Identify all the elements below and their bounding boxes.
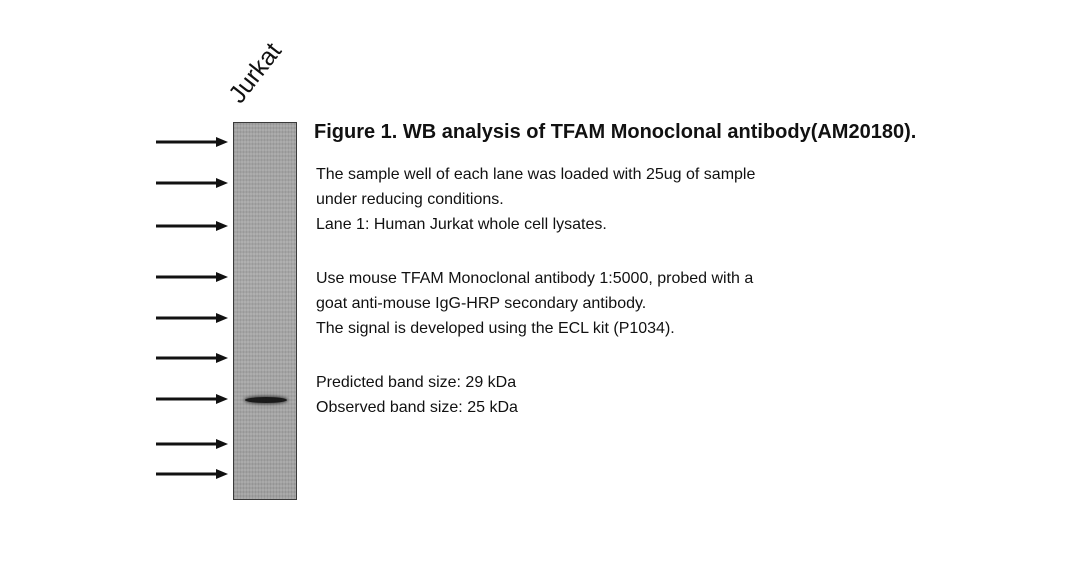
- text-line: Lane 1: Human Jurkat whole cell lysates.: [316, 216, 607, 233]
- text-line: goat anti-mouse IgG-HRP secondary antibody.: [316, 295, 647, 312]
- arrow-right-icon: [156, 394, 228, 404]
- arrow-right-icon: [156, 221, 228, 231]
- antibody-paragraph: [316, 266, 753, 341]
- text-line: under reducing conditions.: [316, 191, 504, 208]
- blot-image: [233, 122, 297, 500]
- text-line: Use mouse TFAM Monoclonal antibody 1:5000, probed with a: [316, 270, 754, 287]
- text-line: The signal is developed using the ECL kit (P1034).: [316, 320, 675, 337]
- arrow-right-icon: [156, 469, 228, 479]
- figure-title: Figure 1. WB analysis of TFAM Monoclonal antibody(AM20180).: [314, 121, 917, 143]
- arrow-right-icon: [156, 178, 228, 188]
- text-line: Predicted band size: 29 kDa: [316, 374, 517, 391]
- sample-paragraph: [316, 162, 755, 237]
- arrow-right-icon: [156, 137, 228, 147]
- band-size-paragraph: [316, 370, 518, 420]
- arrow-right-icon: [156, 439, 228, 449]
- text-line: The sample well of each lane was loaded with 25ug of sample: [316, 166, 756, 183]
- text-line: Observed band size: 25 kDa: [316, 399, 518, 416]
- protein-band: [245, 397, 287, 403]
- arrow-right-icon: [156, 313, 228, 323]
- arrow-right-icon: [156, 272, 228, 282]
- arrow-right-icon: [156, 353, 228, 363]
- lane-label: Jurkat: [223, 37, 288, 109]
